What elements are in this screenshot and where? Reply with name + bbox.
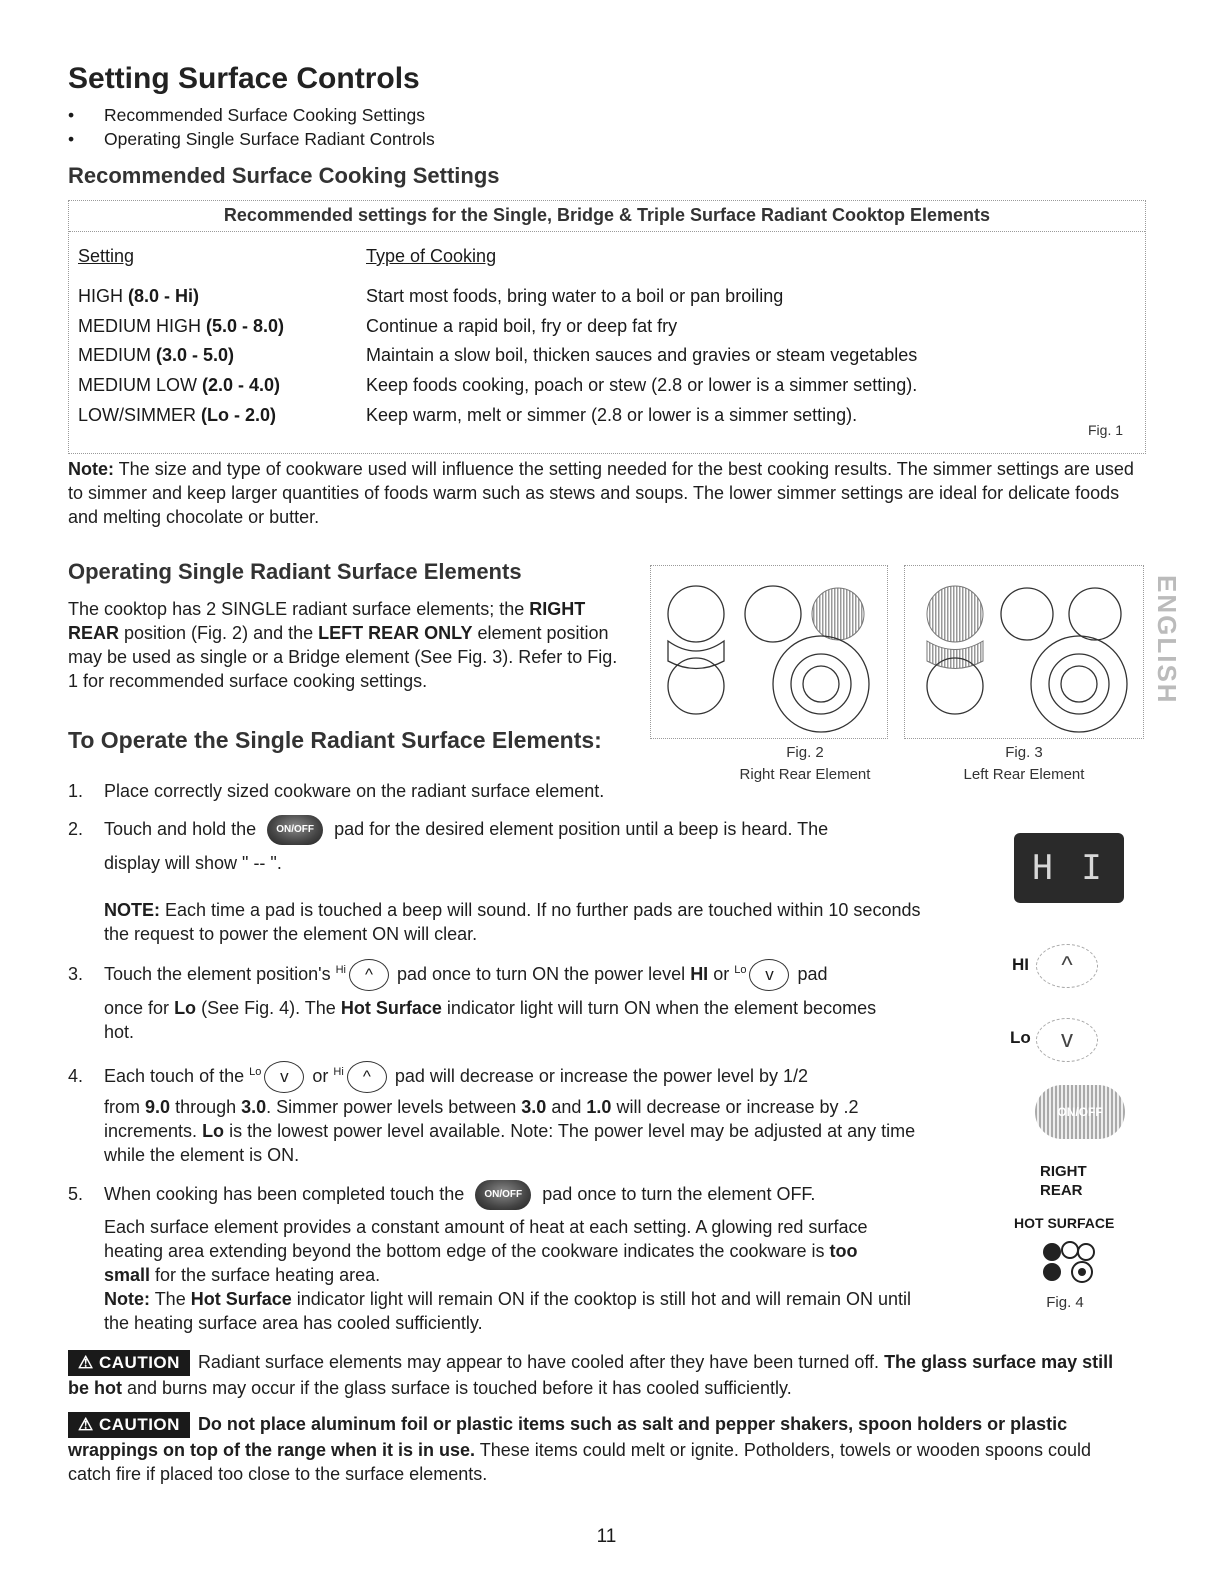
section-heading-to-operate: To Operate the Single Radiant Surface Elements: [68, 727, 602, 753]
fig3-cooktop-diagram [904, 565, 1144, 739]
hot-surface-indicator-icon [1040, 1240, 1096, 1289]
step-2: 2. Touch and hold the ON/OFF pad for the desired element position until a beep is heard. The [68, 815, 948, 845]
language-side-label: ENGLISH [1152, 575, 1182, 705]
down-arrow-pad-icon: v [264, 1061, 304, 1093]
page-number: 11 [596, 1526, 617, 1547]
fig2-label: Fig. 2 [786, 744, 824, 761]
bullet-1: • Recommended Surface Cooking Settings [68, 105, 426, 125]
section-heading-recommended: Recommended Surface Cooking Settings [68, 163, 500, 188]
cooktop-right-rear-icon [651, 566, 887, 738]
step-5-note: Note: The Hot Surface indicator light will remain ON if the cooktop is still hot and will remain ON until the heating surface area has cooled sufficiently. [104, 1289, 912, 1333]
bullet-2: • Operating Single Surface Radiant Controls [68, 129, 435, 149]
step-1: 1. Place correctly sized cookware on the radiant surface element. [68, 781, 605, 801]
table-header-row [78, 246, 497, 267]
step-5: 5. When cooking has been completed touch the ON/OFF pad once to turn the element OFF. [68, 1180, 948, 1210]
caution-badge: ⚠ CAUTION [68, 1412, 190, 1438]
down-arrow-pad-icon: v [749, 959, 789, 991]
section-heading-operating: Operating Single Radiant Surface Elements [68, 559, 522, 584]
page-title: Setting Surface Controls [68, 62, 420, 95]
fig2-caption: Right Rear Element [739, 766, 871, 783]
fig4-onoff-pad-icon: ON/OFF [1035, 1085, 1125, 1139]
step-4: 4. Each touch of the $^{Lo}$ v or $^{Hi}$ ^ pad will decrease or increase the power level by 1/2 [68, 1060, 948, 1093]
step-3: 3. Touch the element position's $^{Hi}$ ^ pad once to turn ON the power level HI or $^{Lo}$ v pad [68, 958, 948, 991]
fig2-cooktop-diagram [650, 565, 888, 739]
table-row: MEDIUM HIGH (5.0 - 8.0) Continue a rapid boil, fry or deep fat fry [78, 316, 678, 336]
table-row: MEDIUM (3.0 - 5.0) Maintain a slow boil, thicken sauces and gravies or steam vegetables [78, 345, 918, 365]
fig4-label: Fig. 4 [1046, 1294, 1084, 1311]
step-note: NOTE: Each time a pad is touched a beep will sound. If no further pads are touched within 10 seconds the request to power the element ON will clear. [104, 900, 921, 944]
table-row: HIGH (8.0 - Hi) Start most foods, bring water to a boil or pan broiling [78, 286, 784, 306]
onoff-pad-icon: ON/OFF [267, 815, 323, 845]
warning-triangle-icon: ⚠ [78, 1353, 94, 1372]
fig4-rear-label: REAR [1040, 1182, 1083, 1199]
fig3-label: Fig. 3 [1005, 744, 1043, 761]
fig4-display: H I [1014, 833, 1124, 903]
col-setting-header: Setting [78, 246, 135, 266]
table-row: MEDIUM LOW (2.0 - 4.0) Keep foods cooking, poach or stew (2.8 or lower is a simmer setting). [78, 375, 918, 395]
table-title-row [69, 201, 1145, 232]
fig4-up-arrow-icon: ^ [1036, 944, 1098, 988]
table-row: LOW/SIMMER (Lo - 2.0) Keep warm, melt or simmer (2.8 or lower is a simmer setting). [78, 405, 858, 425]
fig4-right-label: RIGHT [1040, 1163, 1087, 1180]
col-type-header: Type of Cooking [366, 246, 497, 266]
step-5-cont: Each surface element provides a constant amount of heat at each setting. A glowing red surface heating area extending beyond the bottom edge of the cookware indicates the cookware is too small for the surface heating area. [104, 1217, 868, 1285]
warning-triangle-icon: ⚠ [78, 1415, 94, 1434]
operating-paragraph: The cooktop has 2 SINGLE radiant surface elements; the RIGHT REAR position (Fig. 2) and the LEFT REAR ONLY element position may be used as single or a Bridge element (See Fig. 3). Refer to Fig. 1 for recommended surface cooking settings. [68, 599, 618, 691]
caution-1: ⚠ CAUTION Radiant surface elements may appear to have cooled after they have been turned off. The glass surface may still be hot and burns may occur if the glass surface is touched before it has cooled sufficiently. [68, 1352, 1114, 1398]
fig4-lo-label: Lo [1010, 1028, 1031, 1047]
note-paragraph: Note: The size and type of cookware used will influence the setting needed for the best cooking results. The simmer settings are used to simmer and keep larger quantities of foods warm such as stews and soups. The lower simmer settings are ideal for delicate foods and melting chocolate or butter. [68, 459, 1134, 527]
step-2-display: display will show " -- ". [104, 853, 282, 873]
step-3-cont: once for Lo (See Fig. 4). The Hot Surface indicator light will turn ON when the element becomes hot. [104, 998, 877, 1042]
caution-badge: ⚠ CAUTION [68, 1350, 190, 1376]
cooktop-left-rear-icon [905, 566, 1143, 738]
fig3-caption: Left Rear Element [963, 766, 1085, 783]
step-4-cont: from 9.0 through 3.0. Simmer power levels between 3.0 and 1.0 will decrease or increase by .2 increments. Lo is the lowest power level available. Note: The power level may be adjusted at any time while the element is ON. [104, 1097, 916, 1165]
onoff-pad-icon: ON/OFF [475, 1180, 531, 1210]
up-arrow-pad-icon: ^ [349, 959, 389, 991]
fig4-hi-label: HI [1012, 955, 1029, 974]
up-arrow-pad-icon: ^ [347, 1061, 387, 1093]
fig4-hot-surface-label: HOT SURFACE [1014, 1215, 1115, 1231]
caution-2: ⚠ CAUTION Do not place aluminum foil or plastic items such as salt and pepper shakers, spoon holders or plastic wrappings on top of the range when it is in use. These items could melt or ignite. Potholders, towels or wooden spoons could catch fire if placed too close to the surface elements. [68, 1414, 1092, 1484]
fig4-down-arrow-icon: v [1036, 1018, 1098, 1062]
fig1-label: Fig. 1 [1088, 422, 1124, 438]
table-title: Recommended settings for the Single, Bridge & Triple Surface Radiant Cooktop Elements [223, 205, 991, 225]
